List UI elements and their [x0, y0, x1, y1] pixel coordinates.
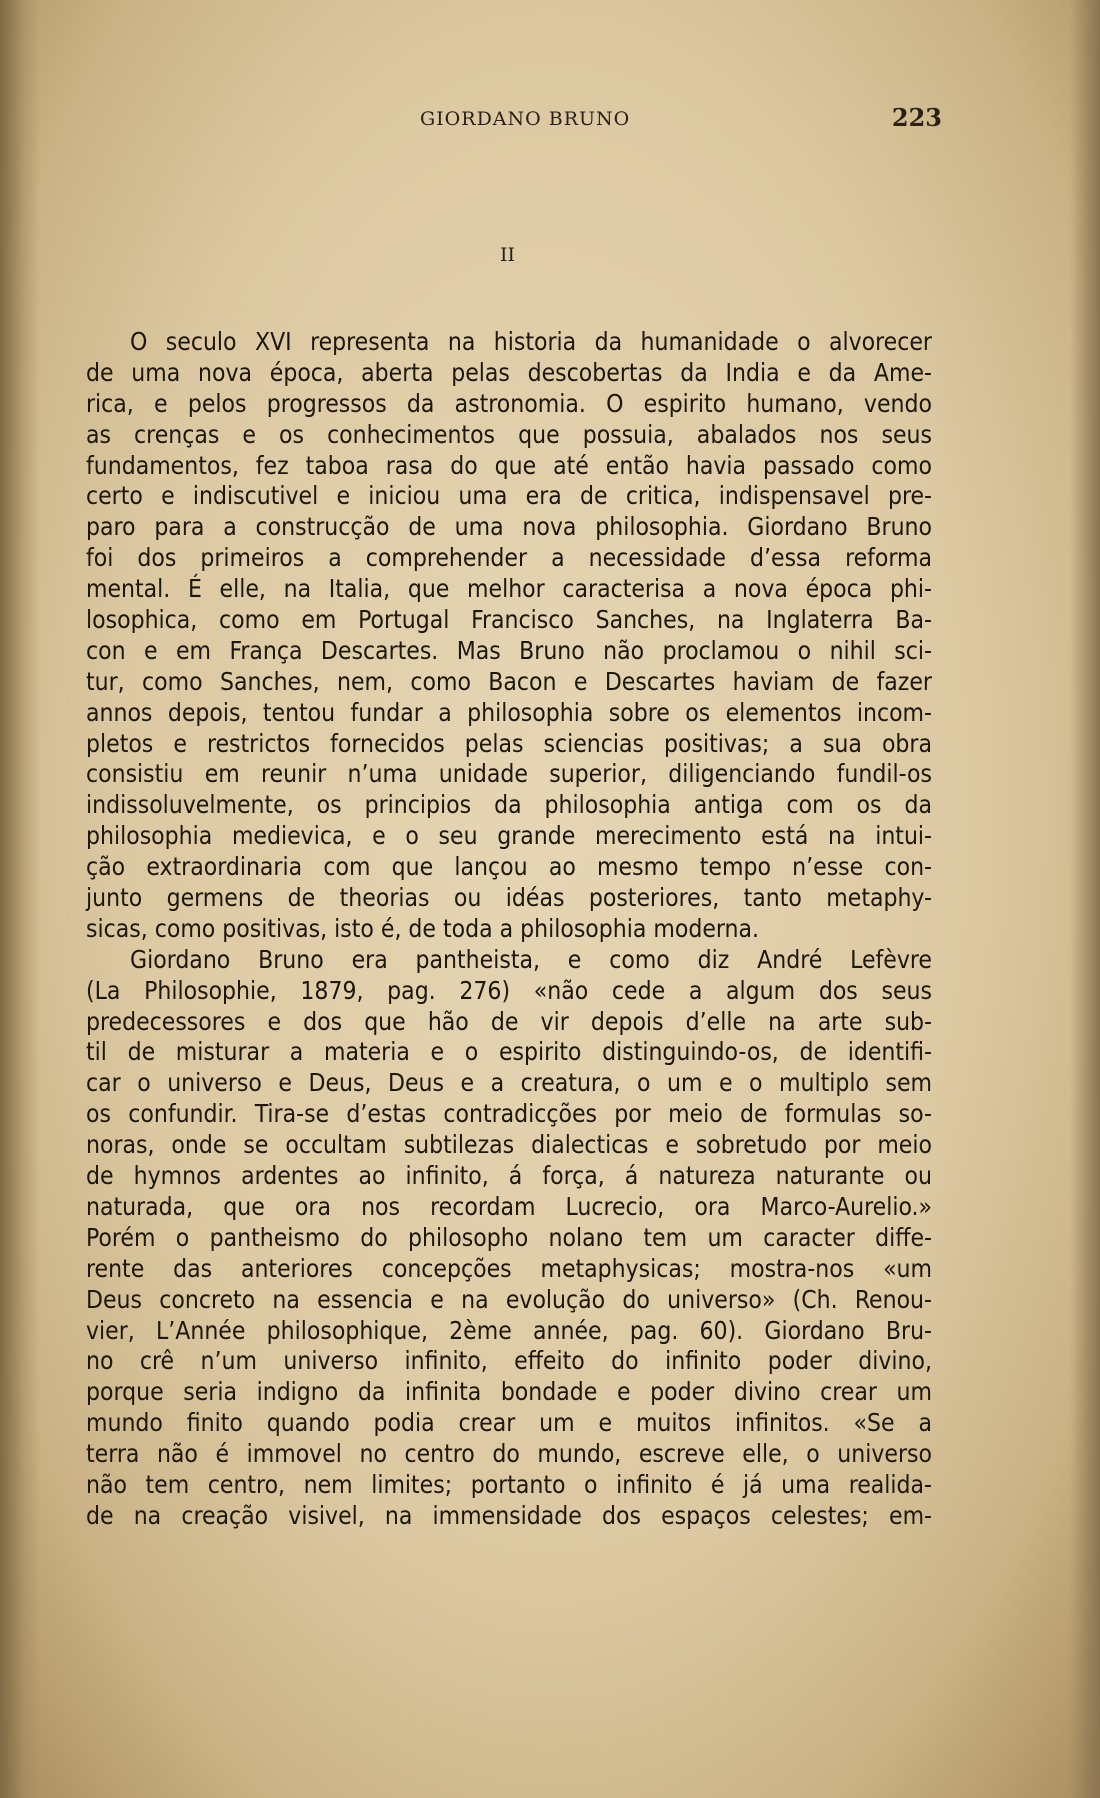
page-edge-shadow-right [1070, 0, 1100, 1798]
text-line: foi dos primeiros a comprehender a necessidade d’essa reforma [86, 543, 932, 573]
text-line: (La Philosophie, 1879, pag. 276) «não cede a algum dos seus [86, 975, 932, 1005]
text-line: noras, onde se occultam subtilezas dialecticas e sobretudo por meio [86, 1130, 932, 1160]
text-line: os confundir. Tira-se d’estas contradicções por meio de formulas so- [86, 1099, 932, 1129]
text-line: pletos e restrictos fornecidos pelas sciencias positivas; a sua obra [86, 728, 932, 758]
text-line: philosophia medievica, e o seu grande merecimento está na intui- [86, 821, 932, 851]
text-line: paro para a construcção de uma nova philosophia. Giordano Bruno [86, 512, 932, 542]
text-line: as crenças e os conhecimentos que possuia, abalados nos seus [86, 419, 932, 449]
text-line: porque seria indigno da infinita bondade e poder divino crear um [86, 1377, 932, 1407]
text-line: Porém o pantheismo do philosopho nolano tem um caracter diffe- [86, 1222, 932, 1252]
text-line: Deus concreto na essencia e na evolução do universo» (Ch. Renou- [86, 1284, 932, 1314]
text-line: não tem centro, nem limites; portanto o infinito é já uma realida- [86, 1469, 932, 1499]
text-line: indissoluvelmente, os principios da philosophia antiga com os da [86, 790, 932, 820]
page-edge-shadow-left [0, 0, 40, 1798]
text-line: rente das anteriores concepções metaphysicas; mostra-nos «um [86, 1253, 932, 1283]
text-line: naturada, que ora nos recordam Lucrecio, ora Marco-Aurelio.» [86, 1191, 932, 1221]
text-line: de hymnos ardentes ao infinito, á força, á natureza naturante ou [86, 1161, 932, 1191]
section-numeral: II [500, 244, 516, 266]
body-text [86, 327, 932, 1532]
text-line: junto germens de theorias ou idéas posteriores, tanto metaphy- [86, 883, 932, 913]
text-line: terra não é immovel no centro do mundo, escreve elle, o universo [86, 1439, 932, 1469]
text-line: mundo finito quando podia crear um e muitos infinitos. «Se a [86, 1408, 932, 1438]
text-line: con e em França Descartes. Mas Bruno não proclamou o nihil sci- [86, 635, 932, 665]
text-line: no crê n’um universo infinito, effeito do infinito poder divino, [86, 1346, 932, 1376]
text-line: consistiu em reunir n’uma unidade superior, diligenciando fundil-os [86, 759, 932, 789]
text-line: vier, L’Année philosophique, 2ème année, pag. 60). Giordano Bru- [86, 1315, 932, 1345]
text-line: fundamentos, fez taboa rasa do que até então havia passado como [86, 450, 932, 480]
text-line: Giordano Bruno era pantheista, e como diz André Lefèvre [130, 944, 932, 974]
text-line: ção extraordinaria com que lançou ao mesmo tempo n’esse con- [86, 852, 932, 882]
page-number: 223 [891, 103, 942, 132]
text-line: annos depois, tentou fundar a philosophia sobre os elementos incom- [86, 697, 932, 727]
text-line: losophica, como em Portugal Francisco Sanches, na Inglaterra Ba- [86, 605, 932, 635]
text-line: car o universo e Deus, Deus e a creatura, o um e o multiplo sem [86, 1068, 932, 1098]
text-line: mental. É elle, na Italia, que melhor caracterisa a nova época phi- [86, 574, 932, 604]
text-line: tur, como Sanches, nem, como Bacon e Descartes haviam de fazer [86, 666, 932, 696]
text-line: predecessores e dos que hão de vir depois d’elle na arte sub- [86, 1006, 932, 1036]
text-line: til de misturar a materia e o espirito distinguindo-os, de identifi- [86, 1037, 932, 1067]
text-line: certo e indiscutivel e iniciou uma era de critica, indispensavel pre- [86, 481, 932, 511]
running-head: GIORDANO BRUNO [420, 108, 631, 130]
text-line: O seculo XVI representa na historia da humanidade o alvorecer [130, 327, 932, 356]
text-line: rica, e pelos progressos da astronomia. O espirito humano, vendo [86, 388, 932, 418]
text-line: sicas, como positivas, isto é, de toda a philosophia moderna. [86, 913, 760, 943]
text-line: de na creação visivel, na immensidade dos espaços celestes; em- [86, 1500, 932, 1530]
text-line: de uma nova época, aberta pelas descobertas da India e da Ame- [86, 357, 932, 387]
